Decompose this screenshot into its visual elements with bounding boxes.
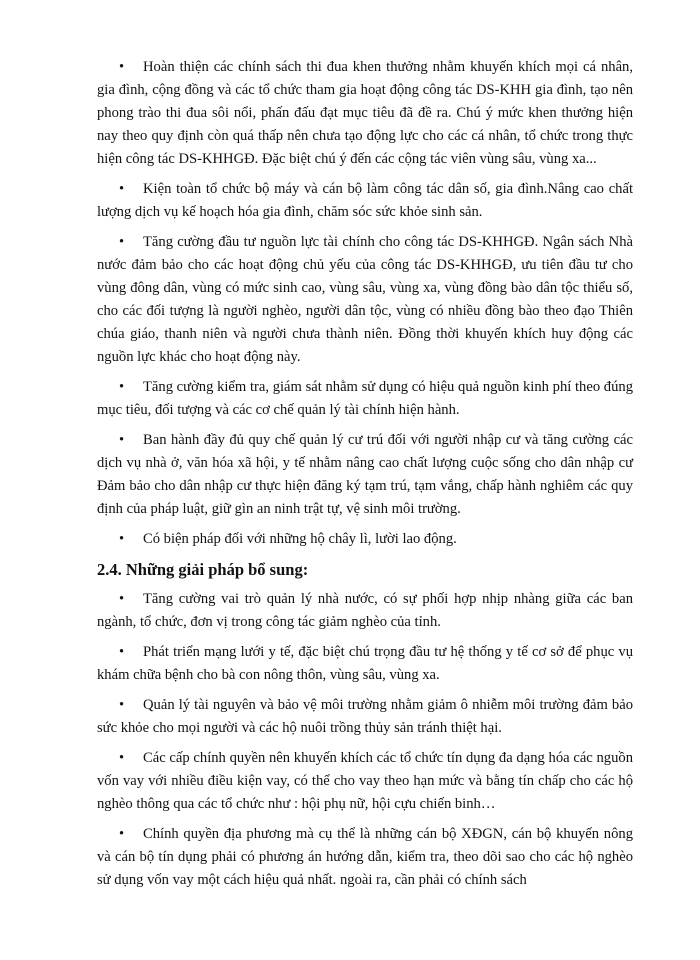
bullet-icon: • bbox=[119, 432, 125, 448]
paragraph-text: Chính quyền địa phương mà cụ thể là những cán bộ XĐGN, cán bộ khuyến nông và cán bộ tín dụng phải có phương án hướng dẫn, kiểm tra, theo dõi sao cho các hộ nghèo sử dụng vốn vay một cách hiệu quả nhất. ngoài ra, cần phải có chính sách bbox=[97, 826, 633, 888]
paragraph-text: Quản lý tài nguyên và bảo vệ môi trường nhằm giảm ô nhiễm môi trường đảm bảo sức khỏe cho mọi người và các hộ nuôi trồng thủy sản tránh thiệt hại. bbox=[97, 697, 633, 736]
bullet-icon: • bbox=[119, 59, 125, 75]
bullet-paragraph bbox=[97, 641, 633, 687]
bullet-paragraph bbox=[97, 231, 633, 369]
bullet-paragraph bbox=[97, 376, 633, 422]
paragraph-text: Phát triển mạng lưới y tế, đặc biệt chú trọng đầu tư hệ thống y tế cơ sở để phục vụ khám chữa bệnh cho bà con nông thôn, vùng sâu, vùng xa. bbox=[97, 644, 633, 683]
document-body bbox=[97, 56, 633, 899]
paragraph-text: Tăng cường kiểm tra, giám sát nhằm sử dụng có hiệu quả nguồn kinh phí theo đúng mục tiêu, đối tượng và các cơ chế quản lý tài chính hiện hành. bbox=[97, 379, 633, 418]
paragraph-text: Tăng cường vai trò quản lý nhà nước, có sự phối hợp nhịp nhàng giữa các ban ngành, tổ chức, đơn vị trong công tác giảm nghèo của tỉnh. bbox=[97, 591, 633, 630]
bullet-icon: • bbox=[119, 697, 125, 713]
bullet-icon: • bbox=[119, 234, 125, 250]
bullet-paragraph bbox=[97, 429, 633, 521]
bullet-icon: • bbox=[119, 644, 125, 660]
bullet-icon: • bbox=[119, 531, 125, 547]
paragraph-text: Các cấp chính quyền nên khuyến khích các tổ chức tín dụng đa dạng hóa các nguồn vốn vay với nhiều điều kiện vay, có thể cho vay theo hạn mức và bằng tín chấp cho các hộ nghèo thông qua các tổ chức như : hội phụ nữ, hội cựu chiến binh… bbox=[97, 750, 633, 812]
bullet-paragraph bbox=[97, 56, 633, 171]
bullet-paragraph bbox=[97, 528, 633, 551]
bullet-paragraph bbox=[97, 694, 633, 740]
paragraph-text: Ban hành đầy đủ quy chế quản lý cư trú đối với người nhập cư và tăng cường các dịch vụ nhà ở, văn hóa xã hội, y tế nhằm nâng cao chất lượng cuộc sống cho dân nhập cư Đảm bảo cho dân nhập cư thực hiện đăng ký tạm trú, tạm vắng, chấp hành nghiêm các quy định của pháp luật, giữ gìn an ninh trật tự, vệ sinh môi trường. bbox=[97, 432, 633, 517]
paragraph-text: Hoàn thiện các chính sách thi đua khen thưởng nhằm khuyến khích mọi cá nhân, gia đình, cộng đồng và các tổ chức tham gia hoạt động công tác DS-KHH gia đình, tạo nên phong trào thi đua sôi nổi, phấn đấu đạt mục tiêu đã đề ra. Chú ý mức khen thưởng hiện nay theo quy định còn quá thấp nên chưa tạo động lực cho các cá nhân, tổ chức trong thực hiện công tác DS-KHHGĐ. Đặc biệt chú ý đến các cộng tác viên vùng sâu, vùng xa... bbox=[97, 59, 633, 167]
bullet-icon: • bbox=[119, 826, 125, 842]
section-heading: 2.4. Những giải pháp bổ sung: bbox=[97, 560, 309, 579]
paragraph-text: Kiện toàn tổ chức bộ máy và cán bộ làm công tác dân số, gia đình.Nâng cao chất lượng dịch vụ kế hoạch hóa gia đình, chăm sóc sức khỏe sinh sản. bbox=[97, 181, 633, 220]
bullet-icon: • bbox=[119, 750, 125, 766]
bullet-paragraph bbox=[97, 823, 633, 892]
bullet-paragraph bbox=[97, 588, 633, 634]
bullet-icon: • bbox=[119, 181, 125, 197]
bullet-icon: • bbox=[119, 379, 125, 395]
bullet-icon: • bbox=[119, 591, 125, 607]
paragraph-text: Tăng cường đầu tư nguồn lực tài chính cho công tác DS-KHHGĐ. Ngân sách Nhà nước đảm bảo cho các hoạt động chủ yếu của công tác DS-KHHGĐ, ưu tiên đầu tư cho vùng đông dân, vùng có mức sinh cao, vùng sâu, vùng xa, vùng đồng bào dân tộc thiểu số, cho các đối tượng là người nghèo, người dân tộc, vùng có nhiều đồng bào theo đạo Thiên chúa giáo, thanh niên và người chưa thành niên. Đồng thời khuyến khích huy động các nguồn lực khác cho hoạt động này. bbox=[97, 234, 633, 365]
paragraph-text: Có biện pháp đối với những hộ chây lì, lười lao động. bbox=[143, 531, 457, 547]
bullet-paragraph bbox=[97, 178, 633, 224]
bullet-paragraph bbox=[97, 747, 633, 816]
